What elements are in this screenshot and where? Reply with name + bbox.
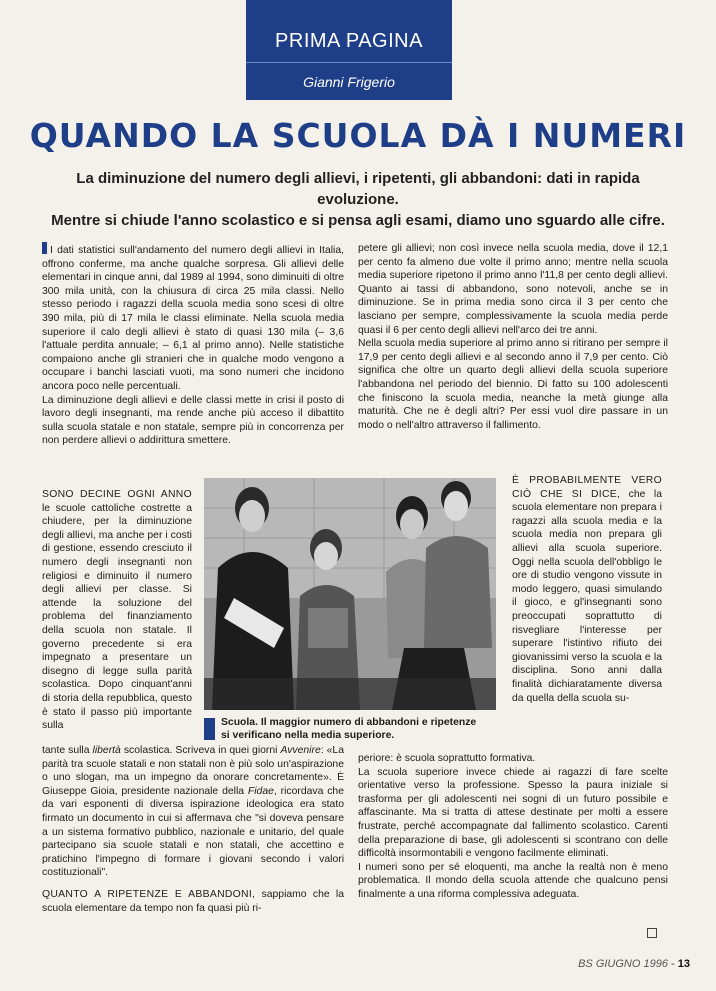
paragraph-conclusion: I numeri sono per sé eloquenti, ma anche la realtà non è meno problematica. Il mondo della scuola attende che qualcuno pensi finalmente a una riforma complessiva adeguata. [358, 861, 668, 900]
caption-marker [204, 718, 215, 740]
paragraph-parity [42, 744, 344, 880]
parity-italic: libertà [92, 745, 121, 756]
parity-text-1: tante sulla [42, 745, 93, 756]
author-name: Gianni Frigerio [303, 74, 395, 90]
section-rubric: PRIMA PAGINA [275, 30, 423, 52]
paragraph-intro [42, 242, 344, 394]
paragraph-intro-text: dati statistici sull'andamento del numero degli allievi in Italia, offrono conferme, ma anche qualche sorpresa. Gli allievi delle elementari in cinque anni, dal 1989 al 1994, sono diminuiti di oltre 300 mila unità, con la chiusura di circa 25 mila classi. Nello stesso periodo i ragazzi della scuola media sono scesi di oltre 390 mila, più di 17 mila le classi eliminate. Nella scuola media superiore il calo degli allievi è stato di quasi 130 mila (– 3,6 l'attuale perdita annuale; – 6,1 al primo anno). Nelle statistiche compaiono anche gli stranieri che in qualche modo vengono a occupare i banchi lasciati vuoti, ma sono numeri che incidono ancora poco nelle percentuali. [42, 245, 345, 392]
issue-label: BS GIUGNO 1996 [578, 958, 668, 970]
paragraph-high-school: La scuola superiore invece chiede ai ragazzi di fare scelte orientative verso la professione. Spesso la paura iniziale si trasforma per gli adolescenti nei sogni di un futuro possibile e affascinante. Ma si tratta di attese destinate per molti a essere frustrate, perché accompagnate dal fallimento scolastico. Carenti della preparazione di base, gli adolescenti si scontrano con delle difficoltà insormontabili e vengono facilmente eliminati. [358, 766, 668, 860]
page-footer [578, 958, 690, 970]
students-photo [204, 478, 496, 710]
drop-cap-bar [42, 242, 47, 254]
paragraph-formative: periore: è scuola soprattutto formativa. [358, 753, 536, 764]
parity-text-4: , ricordava che da vari esponenti di diversa ispirazione ideologica era stato firmato un documento in cui si affermava che "si doveva pensare a un sistema formativo pubblico, nazionale e unitario, del quale partecipano sia scuole statali e non statali, che accettino e pratichino l'impegno di formare i giovani secondo i valori costituzionali". [42, 785, 344, 879]
paragraph-repeaters: petere gli allievi; non così invece nella scuola media, dove il 12,1 per cento fa almeno due volte il primo anno; mentre nella scuola media superiore ripetono il primo anno l'11,8 per cento degli allievi. Quanto ai tassi di abbandono, sono notevoli, anche se in diminuzione. Se in prima media sono circa il 3 per cento che lasciano per sempre, complessivamente la scuola media perde quasi il 6 per cento degli allievi nell'arco dei tre anni. [358, 243, 668, 336]
banner-divider [246, 62, 452, 63]
paragraph-crisis: La diminuzione degli allievi e delle classi mette in crisi il posto di lavoro degli insegnanti, ma rende anche più acceso il dibattito sulla scuola statale e non statale, sempre più in concorrenza per non perdere allievi o addirittura smettere. [42, 394, 344, 447]
footer-separator: - [667, 958, 678, 970]
avvenire-newspaper: Avvenire [280, 745, 321, 756]
paragraph-catholic-schools [42, 488, 192, 733]
text-repetitions: sappiamo che la scuola elementare da tempo non fa quasi più ri- [42, 888, 344, 914]
paragraph-preparation [512, 474, 662, 705]
column-right-narrow [512, 474, 662, 705]
article-subtitle [40, 168, 676, 231]
fidae-name: Fidae [247, 785, 274, 797]
column-1-upper [42, 242, 344, 448]
parity-text-3: : «La parità tra scuole statali e non statali non è più solo un'aspirazione o uno slogan, ma un impegno da onorare concretamente». È Giuseppe Gioia, presidente nazionale della [42, 745, 344, 797]
text-catholic: le scuole cattoliche costrette a chiudere, per la diminuzione degli allievi, ma anche per i costi di gestione, essendo cresciuto il numero degli insegnanti non religiosi e diminuito il numero degli allievi per classe. Si attende la soluzione del problema del finanziamento della scuola non statale. Il governo precedente si era impegnato a presentare un disegno di legge sulla parità scolastica. Dopo cinquant'anni di storia della repubblica, questo è stato il passo più importante sulla [42, 502, 192, 732]
drop-cap-letter: I [50, 245, 53, 256]
column-left-narrow [42, 488, 192, 733]
subtitle-line-2: Mentre si chiude l'anno scolastico e si pensa agli esami, diamo uno sguardo alle cifre. [51, 212, 665, 229]
text-preparation: che la scuola elementare non prepara i ragazzi alla scuola media e la scuola media non prepara gli allievi alla scuola superiore. Oggi nella scuola dell'obbligo le ore di studio vengono vissute in modo leggero, quasi simulando il gioco, e gl'insegnanti sono preoccupati soprattutto di risvegliare l'interesse per superare l'istintivo rifiuto dei giovanissimi verso la scuola e la disciplina. Sono anni dalla finalità dichiaratamente diversa da quella della scuola su- [512, 488, 662, 704]
lead-in-catholic: SONO DECINE OGNI ANNO [42, 489, 192, 500]
parity-text-2: scolastica. Scriveva in quei giorni [120, 745, 281, 756]
students-illustration [204, 478, 496, 710]
lead-in-repetitions: QUANTO A RIPETENZE E ABBANDONI, [42, 888, 256, 900]
paragraph-dropouts: Nella scuola media superiore al primo anno si ritirano per sempre il 17,9 per cento degli allievi e al secondo anno il 7,9 per cento. Ciò significa che oltre un quarto degli allievi della scuola superiore l'abbandona nel periodo del biennio. Di fatto su 100 adolescenti che finiscono la scuola media, neanche la metà giunge alla maturità. Che ne è degli altri? Per essi vuol dire passare in un modo o nell'altro attraverso il fallimento. [358, 338, 668, 431]
column-2-lower [358, 752, 668, 902]
subtitle-line-1: La diminuzione del numero degli allievi, i ripetenti, gli abbandoni: dati in rapida evoluzione. [76, 170, 640, 208]
lead-in-preparation: È PROBABILMENTE VERO CIÒ CHE SI DICE, [512, 475, 662, 500]
end-of-article-mark [647, 928, 657, 938]
column-1-lower [42, 744, 344, 915]
paragraph-repetitions [42, 888, 344, 915]
section-banner [246, 0, 452, 100]
column-2-upper [358, 242, 668, 432]
article-title: QUANDO LA SCUOLA DÀ I NUMERI [29, 116, 687, 155]
page-number: 13 [677, 958, 690, 970]
photo-caption: Scuola. Il maggior numero di abbandoni e ripetenze si verificano nella media superiore. [221, 717, 477, 741]
